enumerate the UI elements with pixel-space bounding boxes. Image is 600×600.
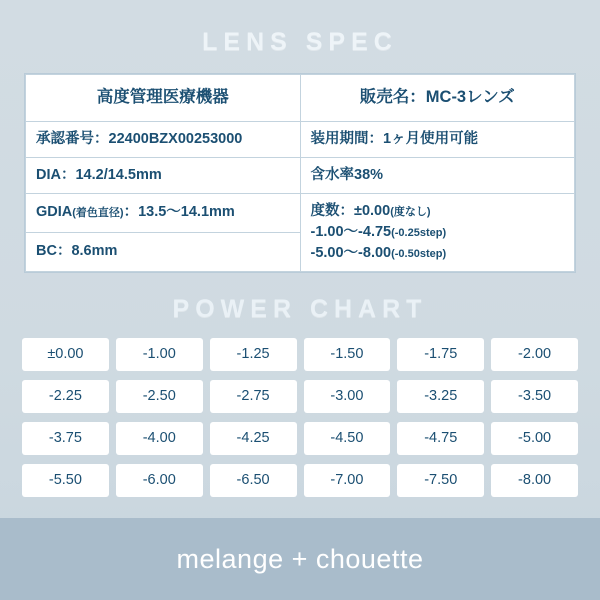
power-cell: -2.50 — [116, 380, 203, 413]
spec-power-range — [300, 193, 575, 271]
spec-power-line-1 — [311, 201, 565, 222]
spec-dia: DIA：14.2/14.5mm — [26, 157, 301, 193]
spec-gdia — [26, 193, 301, 232]
power-chart-grid — [22, 338, 578, 497]
spec-table — [25, 74, 575, 272]
power-cell: -5.50 — [22, 464, 109, 497]
spec-power-2-note: (-0.25step) — [391, 226, 447, 239]
spec-power-2-main: -1.00～-4.75 — [310, 223, 392, 240]
power-cell: -3.25 — [397, 380, 484, 413]
spec-bc: BC：8.6mm — [26, 232, 301, 271]
power-cell: -3.00 — [304, 380, 391, 413]
spec-power-3-main: -5.00～-8.00 — [310, 244, 392, 261]
spec-power-1-note: (度なし) — [390, 205, 431, 218]
power-cell: -6.50 — [210, 464, 297, 497]
power-chart-title: POWER CHART — [172, 295, 428, 323]
spec-approval-number: 承認番号：22400BZX00253000 — [26, 121, 301, 157]
power-cell: -4.25 — [210, 422, 297, 455]
spec-power-line-2 — [311, 222, 565, 243]
power-cell: -7.00 — [304, 464, 391, 497]
spec-gdia-value: ：13.5～14.1mm — [123, 204, 235, 221]
brand-name: melange + chouette — [176, 543, 424, 574]
power-cell: -7.50 — [397, 464, 484, 497]
spec-product-name: 販売名：MC-3レンズ — [300, 75, 575, 122]
power-cell: -1.00 — [116, 338, 203, 371]
power-cell: -8.00 — [491, 464, 578, 497]
power-cell: -5.00 — [491, 422, 578, 455]
spec-power-line-3 — [311, 243, 565, 264]
spec-wear-period: 装用期間：1ヶ月使用可能 — [300, 121, 575, 157]
table-row — [26, 193, 575, 232]
table-row — [26, 157, 575, 193]
lens-spec-title: LENS SPEC — [202, 28, 398, 56]
power-cell: -4.75 — [397, 422, 484, 455]
footer-bar — [0, 518, 600, 600]
power-cell: -1.25 — [210, 338, 297, 371]
spec-table-container — [24, 73, 576, 273]
spec-gdia-note: (着色直径) — [72, 207, 124, 220]
spec-gdia-label: GDIA — [36, 204, 73, 221]
spec-device-class: 高度管理医療機器 — [26, 75, 301, 122]
power-cell: -3.50 — [491, 380, 578, 413]
power-cell: -2.25 — [22, 380, 109, 413]
spec-power-3-note: (-0.50step) — [391, 247, 447, 260]
table-row — [26, 75, 575, 122]
power-cell: -3.75 — [22, 422, 109, 455]
power-cell: -4.50 — [304, 422, 391, 455]
power-cell: -1.75 — [397, 338, 484, 371]
power-cell: -2.00 — [491, 338, 578, 371]
power-cell: ±0.00 — [22, 338, 109, 371]
power-cell: -2.75 — [210, 380, 297, 413]
spec-power-1-main: 度数：±0.00 — [310, 202, 391, 219]
power-cell: -1.50 — [304, 338, 391, 371]
power-cell: -4.00 — [116, 422, 203, 455]
power-cell: -6.00 — [116, 464, 203, 497]
spec-water-content: 含水率38% — [300, 157, 575, 193]
table-row — [26, 121, 575, 157]
